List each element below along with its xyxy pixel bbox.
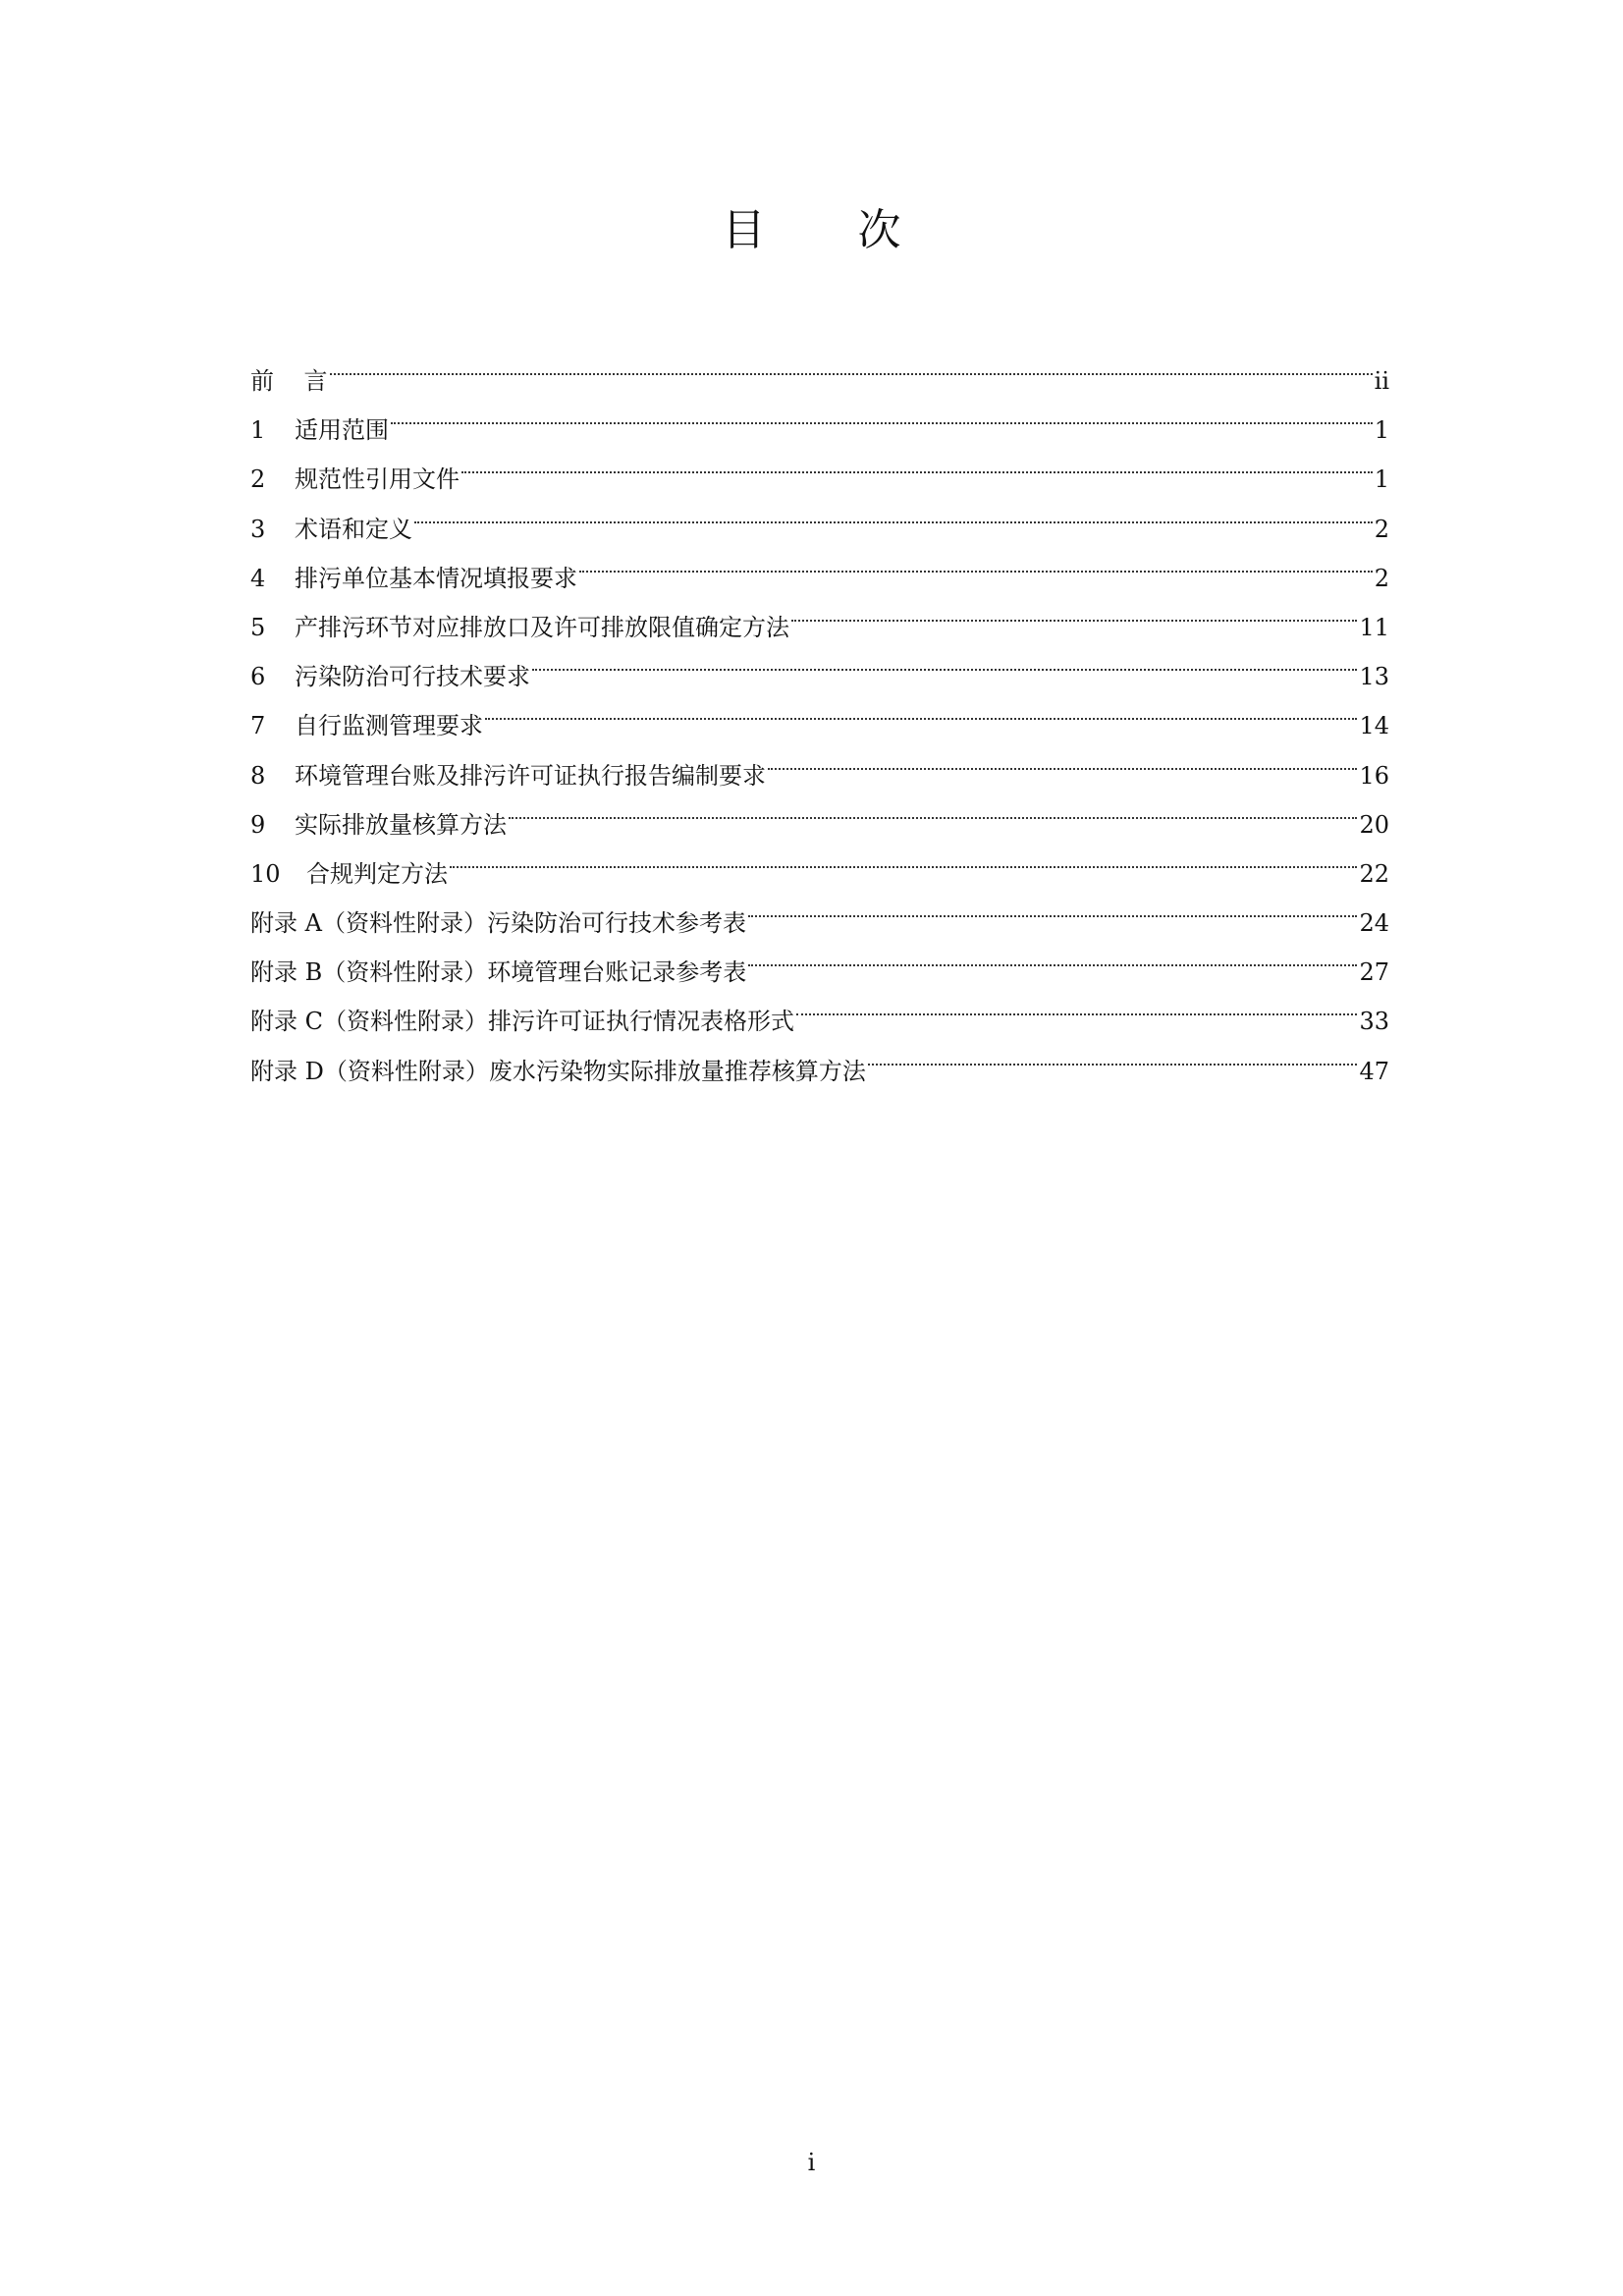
toc-entry-page: 22 xyxy=(1359,859,1389,888)
toc-entry-page: 14 xyxy=(1359,712,1389,740)
toc-dot-leader xyxy=(768,735,1357,784)
toc-entry-label: 实际排放量核算方法 xyxy=(295,810,507,839)
toc-dot-leader xyxy=(509,784,1357,833)
toc-dot-leader xyxy=(748,931,1357,980)
page-number: i xyxy=(807,2149,816,2176)
page-title: 目 次 xyxy=(722,205,941,255)
toc-dot-leader xyxy=(579,537,1373,586)
toc-entry-number: 7 xyxy=(250,712,266,740)
toc-entry-label: 前 言 xyxy=(250,367,328,395)
toc-entry-page: 11 xyxy=(1359,613,1389,641)
toc-entry-page: 1 xyxy=(1374,416,1389,445)
toc-entry-number: 8 xyxy=(250,761,266,790)
toc-entry-page: 13 xyxy=(1359,663,1389,691)
toc-entry-page: 33 xyxy=(1359,1008,1389,1036)
toc-dot-leader xyxy=(868,1030,1358,1079)
toc-entry-number: 5 xyxy=(250,613,266,641)
toc-entry-label: 规范性引用文件 xyxy=(295,465,460,494)
toc-entry-page: 2 xyxy=(1374,515,1389,543)
toc-entry-label: 附录 A（资料性附录）污染防治可行技术参考表 xyxy=(250,909,746,938)
toc-entry-label: 合规判定方法 xyxy=(306,859,448,888)
toc-entry-number: 6 xyxy=(250,663,266,691)
toc-entry-4[interactable] xyxy=(250,537,1389,592)
toc-dot-leader xyxy=(414,488,1373,537)
toc-entry-number: 4 xyxy=(250,564,266,592)
toc-entry-page: 16 xyxy=(1359,761,1389,790)
toc-entry-label: 附录 B（资料性附录）环境管理台账记录参考表 xyxy=(250,958,747,987)
toc-entry-label: 污染防治可行技术要求 xyxy=(295,663,530,691)
toc-entry-label: 附录 C（资料性附录）排污许可证执行情况表格形式 xyxy=(250,1008,794,1036)
toc-entry-label: 术语和定义 xyxy=(295,515,412,543)
toc-entry-label: 适用范围 xyxy=(295,416,389,445)
toc-entry-number: 9 xyxy=(250,810,266,839)
toc-dot-leader xyxy=(391,389,1373,438)
toc-entry-page: 20 xyxy=(1359,810,1389,839)
toc-entry-label: 产排污环节对应排放口及许可排放限值确定方法 xyxy=(295,613,789,641)
toc-entry-number: 1 xyxy=(250,416,266,445)
toc-dot-leader xyxy=(461,438,1373,487)
toc-entry-label: 自行监测管理要求 xyxy=(295,712,483,740)
toc-entry-page: 24 xyxy=(1359,909,1389,938)
table-of-contents xyxy=(250,340,1389,1085)
toc-entry-number: 2 xyxy=(250,465,266,494)
toc-entry-page: 2 xyxy=(1374,564,1389,592)
toc-entry-page: 1 xyxy=(1374,465,1389,494)
toc-dot-leader xyxy=(796,980,1357,1029)
toc-entry-3[interactable] xyxy=(250,488,1389,543)
toc-dot-leader xyxy=(748,882,1357,931)
toc-entry-label: 环境管理台账及排污许可证执行报告编制要求 xyxy=(295,761,766,790)
toc-entry-page: 27 xyxy=(1359,958,1389,987)
toc-dot-leader xyxy=(330,340,1373,389)
toc-entry-2[interactable] xyxy=(250,438,1389,494)
toc-entry-number: 3 xyxy=(250,515,266,543)
toc-entry-page: 47 xyxy=(1359,1057,1389,1085)
toc-entry-number: 10 xyxy=(250,859,281,888)
toc-dot-leader xyxy=(532,635,1357,684)
toc-dot-leader xyxy=(485,684,1357,734)
toc-entry-1[interactable] xyxy=(250,389,1389,445)
toc-entry-label: 排污单位基本情况填报要求 xyxy=(295,564,577,592)
toc-dot-leader xyxy=(791,586,1357,635)
toc-entry-label: 附录 D（资料性附录）废水污染物实际排放量推荐核算方法 xyxy=(250,1057,866,1085)
toc-entry-preface[interactable] xyxy=(250,340,1389,395)
toc-entry-page: ii xyxy=(1374,367,1389,395)
toc-dot-leader xyxy=(450,833,1357,882)
